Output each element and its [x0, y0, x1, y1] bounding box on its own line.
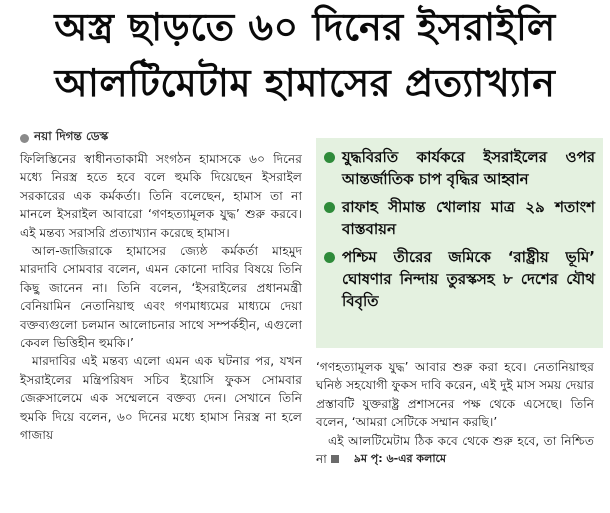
continuation-text: ৯ম পৃ: ৬-এর কলামে [353, 452, 447, 466]
headline-line-2: আলটিমেটাম হামাসের প্রত্যাখ্যান [54, 61, 556, 105]
highlight-item [324, 196, 595, 240]
headline-line-1: অস্ত্র ছাড়তে ৬০ দিনের ইসরাইলি [54, 5, 556, 49]
byline-dot-icon [20, 134, 29, 143]
byline [20, 128, 108, 148]
highlight-item [324, 246, 595, 312]
highlights-box [316, 138, 603, 348]
continuation-link[interactable] [331, 450, 446, 468]
highlight-text: পশ্চিম তীরের জমিকে ‘রাষ্ট্রীয় ভূমি’ ঘোষণার নিন্দায় তুরস্কসহ ৮ দেশের যৌথ বিবৃতি [342, 248, 595, 310]
highlight-text: যুদ্ধবিরতি কার্যকরে ইসরাইলের ওপর আন্তর্জাতিক চাপ বৃদ্ধির আহ্বান [342, 148, 595, 188]
paragraph-text: এই আলটিমেটাম ঠিক কবে থেকে শুরু হবে, তা নিশ্চিত না [316, 433, 594, 467]
byline-text: নয়া দিগন্ত ডেস্ক [34, 129, 109, 143]
paragraph: ফিলিস্তিনের স্বাধীনতাকামী সংগঠন হামাসকে ৬০ দিনের মধ্যে নিরস্ত্র হতে হবে বলে হুমকি দিয়েছেন ইসরাইল সরকারের এক কর্মকর্তা। তিনি বলেছেন, হামাস তা না মানলে ইসরাইল আবারো ‘গণহত্যামূলক যুদ্ধ’ শুরু করবে। এই মন্তব্য সরাসরি প্রত্যাখ্যান করেছে হামাস। [20, 152, 302, 240]
paragraph: আল-জাজিরাকে হামাসের জ্যেষ্ঠ কর্মকর্তা মাহমুদ মারদাবি সোমবার বলেন, এমন কোনো দাবির বিষয়ে তিনি কিছু জানেন না। তিনি বলেন, ‘ইসরাইলের প্রধানমন্ত্রী বেনিয়ামিন নেতানিয়াহু এবং গণমাধ্যমের মাধ্যমে দেয়া বক্তব্যগুলো চলমান আলোচনার সাথে সম্পর্কহীন, এগুলো কেবল ভিত্তিহীন হুমকি।’ [20, 244, 302, 351]
square-marker-icon [331, 455, 339, 463]
article-column-left [20, 150, 302, 445]
highlight-item [324, 146, 595, 190]
paragraph: ‘গণহত্যামূলক যুদ্ধ’ আবার শুরু করা হবে। নেতানিয়াহুর ঘনিষ্ঠ সহযোগী ফুকস দাবি করেন, এই দুই মাস সময় দেয়ার প্রস্তাবটি যুক্তরাষ্ট্র প্রশাসনের পক্ষ থেকে এসেছে। তিনি বলেন, ‘আমরা সেটিকে সম্মান করছি।’ [316, 360, 594, 430]
paragraph-final [316, 432, 594, 469]
paragraph: মারদাবির এই মন্তব্য এলো এমন এক ঘটনার পর, যখন ইসরাইলের মন্ত্রিপরিষদ সচিব ইয়োসি ফুকস সোমবার জেরুসালেমে এক সম্মেলনে বক্তব্য দেন। সেখানে তিনি হুমকি দিয়ে বলেন, ৬০ দিনের মধ্যে হামাস নিরস্ত্র না হলে গাজায় [20, 354, 302, 443]
bullet-icon [324, 252, 335, 263]
highlight-text: রাফাহ সীমান্ত খোলায় মাত্র ২৯ শতাংশ বাস্তবায়ন [342, 198, 595, 238]
article-column-right [316, 358, 594, 469]
bullet-icon [324, 152, 335, 163]
bullet-icon [324, 202, 335, 213]
